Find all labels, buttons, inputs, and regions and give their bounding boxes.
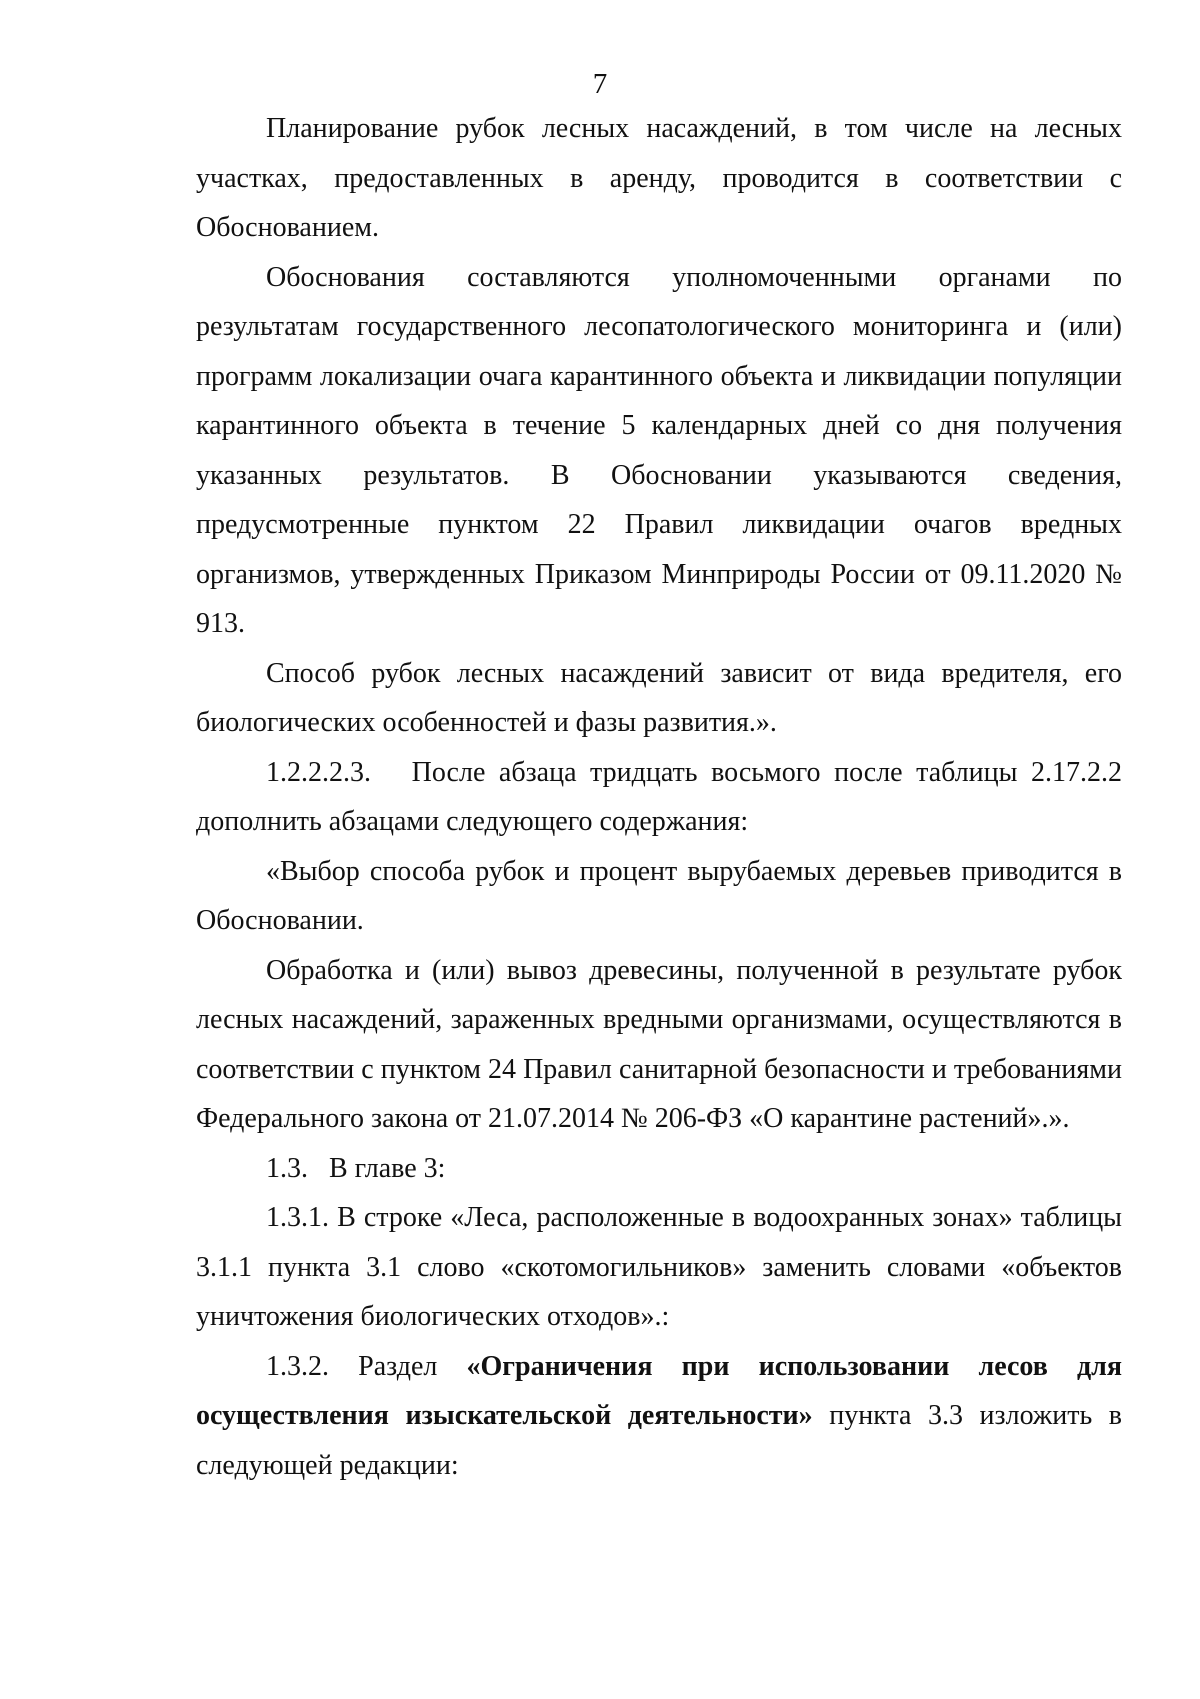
paragraph-justifications: Обоснования составляются уполномоченными органами по результатам государственного лесопатологического мониторинга и (или) программ локализации очага карантинного объекта и ликвидации популяции карантинного объекта в течение 5 календарных дней со дня получения указанных результатов. В Обосновании указываются сведения, предусмотренные пунктом 22 Правил ликвидации очагов вредных организмов, утвержденных Приказом Минприроды России от 09.11.2020 № 913.: [196, 261, 1122, 639]
paragraph-1-2-2-2-3: 1.2.2.2.3. После абзаца тридцать восьмого после таблицы 2.17.2.2 дополнить абзацами следующего содержания:: [196, 756, 1129, 837]
section-title-bold: «Ограничения при использовании лесов для осуществления изыскательской деятельности»: [196, 1350, 1122, 1431]
page-number: 7: [592, 68, 608, 100]
paragraph-1-3-1: 1.3.1. В строке «Леса, расположенные в водоохранных зонах» таблицы 3.1.1 пункта 3.1 слово «скотомогильников» заменить словами «объектов уничтожения биологических отходов».:: [196, 1202, 1122, 1332]
paragraph-1-3: 1.3. В главе 3:: [266, 1152, 446, 1184]
paragraph-1-3-2: [196, 1342, 1130, 1491]
paragraph-1-3-2-suffix: пункта 3.3 изложить в следующей редакции:: [196, 1400, 1130, 1481]
paragraph-felling-method: Способ рубок лесных насаждений зависит от вида вредителя, его биологических особенностей и фазы развития.».: [196, 657, 1122, 738]
paragraph-method-choice: «Выбор способа рубок и процент вырубаемых деревьев приводится в Обосновании.: [196, 855, 1122, 936]
paragraph-wood-processing: Обработка и (или) вывоз древесины, полученной в результате рубок лесных насаждений, зараженных вредными организмами, осуществляются в соответствии с пунктом 24 Правил санитарной безопасности и требованиями Федерального закона от 21.07.2014 № 206-ФЗ «О карантине растений».».: [196, 954, 1122, 1134]
document-body: [196, 104, 1130, 1490]
paragraph-1-3-2-prefix: 1.3.2. Раздел: [266, 1350, 467, 1382]
paragraph-planning: Планирование рубок лесных насаждений, в том числе на лесных участках, предоставленных в аренду, проводится в соответствии с Обоснованием.: [196, 113, 1122, 243]
